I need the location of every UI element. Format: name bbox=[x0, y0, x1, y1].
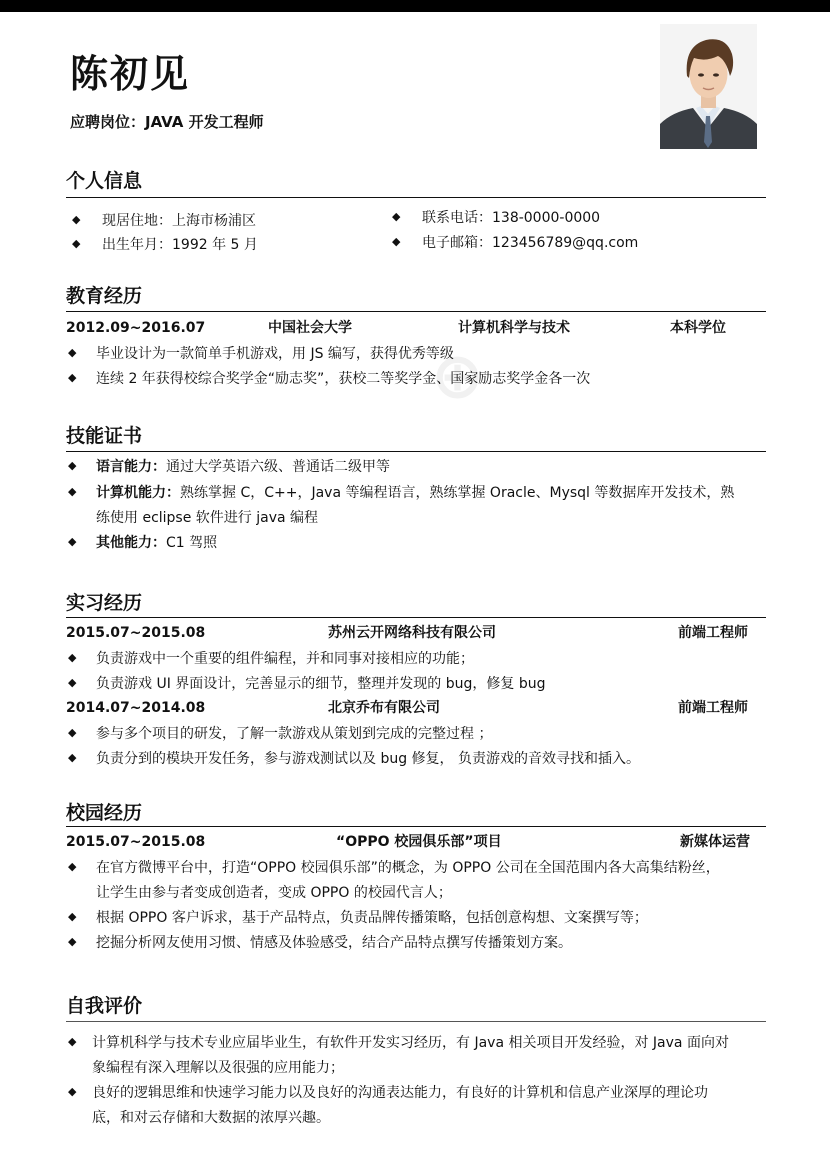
campus-item: 在官方微博平台中，打造“OPPO 校园俱乐部”的概念，为 OPPO 公司在全国范围内各大高集结粉丝， bbox=[96, 860, 720, 876]
job-item: 负责分到的模块开发任务，参与游戏测试以及 bug 修复， 负责游戏的音效寻找和插入。 bbox=[96, 751, 640, 767]
section-divider bbox=[66, 1021, 766, 1022]
bullet-icon: ◆ bbox=[68, 751, 77, 764]
bullet-icon: ◆ bbox=[68, 1035, 77, 1048]
bullet-icon: ◆ bbox=[68, 726, 77, 739]
bullet-icon: ◆ bbox=[392, 235, 401, 248]
bullet-icon: ◆ bbox=[72, 213, 81, 226]
self-eval-item: 良好的逻辑思维和快速学习能力以及良好的沟通表达能力，有良好的计算机和信息产业深厚的理论功 bbox=[92, 1085, 708, 1101]
job-item: 负责游戏 UI 界面设计，完善显示的细节，整理并发现的 bug，修复 bug bbox=[96, 676, 546, 692]
top-bar bbox=[0, 0, 830, 12]
job-role: 前端工程师 bbox=[678, 625, 748, 641]
bullet-icon: ◆ bbox=[392, 210, 401, 223]
skill-language bbox=[96, 457, 390, 477]
section-divider bbox=[66, 617, 766, 618]
job-company: 北京乔布有限公司 bbox=[328, 700, 440, 716]
self-eval-item: 计算机科学与技术专业应届毕业生，有软件开发实习经历，有 Java 相关项目开发经验，对 Java 面向对 bbox=[92, 1035, 729, 1051]
section-divider bbox=[66, 451, 766, 452]
phone: 联系电话：138-0000-0000 bbox=[422, 210, 601, 226]
section-title-self-eval: 自我评价 bbox=[66, 995, 143, 1017]
skill-computer bbox=[96, 483, 734, 503]
bullet-icon: ◆ bbox=[68, 346, 77, 359]
bullet-icon: ◆ bbox=[72, 237, 81, 250]
birth-date: 出生年月：1992 年 5 月 bbox=[102, 237, 258, 253]
section-title-skills: 技能证书 bbox=[66, 425, 143, 447]
applied-position: 应聘岗位：JAVA 开发工程师 bbox=[70, 113, 264, 131]
section-divider bbox=[66, 311, 766, 312]
section-divider bbox=[66, 826, 766, 827]
campus-project: “OPPO 校园俱乐部”项目 bbox=[336, 834, 502, 850]
education-item: 毕业设计为一款简单手机游戏，用 JS 编写，获得优秀等级 bbox=[96, 346, 454, 362]
job-item: 参与多个项目的研发，了解一款游戏从策划到完成的完整过程 ； bbox=[96, 726, 493, 742]
campus-role: 新媒体运营 bbox=[680, 834, 750, 850]
section-title-personal: 个人信息 bbox=[66, 170, 143, 192]
skill-computer-label: 计算机能力： bbox=[96, 485, 180, 501]
bullet-icon: ◆ bbox=[68, 651, 77, 664]
self-eval-item-continued: 象编程有深入理解以及很强的应用能力； bbox=[92, 1060, 344, 1076]
skill-computer-text: 熟练掌握 C，C++，Java 等编程语言，熟练掌握 Oracle、Mysql 等数据库开发技术，熟 bbox=[180, 485, 735, 501]
address: 现居住地：上海市杨浦区 bbox=[102, 213, 256, 229]
section-title-campus: 校园经历 bbox=[66, 802, 143, 824]
campus-item: 挖掘分析网友使用习惯、情感及体验感受，结合产品特点撰写传播策划方案。 bbox=[96, 935, 572, 951]
bullet-icon: ◆ bbox=[68, 1085, 77, 1098]
bullet-icon: ◆ bbox=[68, 459, 77, 472]
section-title-education: 教育经历 bbox=[66, 285, 143, 307]
job-period: 2015.07~2015.08 bbox=[66, 625, 206, 641]
bullet-icon: ◆ bbox=[68, 485, 77, 498]
campus-period: 2015.07~2015.08 bbox=[66, 834, 206, 850]
bullet-icon: ◆ bbox=[68, 910, 77, 923]
bullet-icon: ◆ bbox=[68, 535, 77, 548]
bullet-icon: ◆ bbox=[68, 676, 77, 689]
education-item: 连续 2 年获得校综合奖学金“励志奖”，获校二等奖学金、国家励志奖学金各一次 bbox=[96, 371, 591, 387]
watermark: ⊗ bbox=[411, 331, 502, 423]
profile-photo bbox=[660, 24, 757, 149]
section-divider bbox=[66, 197, 766, 198]
campus-item-continued: 让学生由参与者变成创造者，变成 OPPO 的校园代言人； bbox=[96, 885, 452, 901]
bullet-icon: ◆ bbox=[68, 860, 77, 873]
self-eval-item-continued: 底，和对云存储和大数据的浓厚兴趣。 bbox=[92, 1110, 330, 1126]
skill-other bbox=[96, 533, 217, 553]
education-degree: 本科学位 bbox=[670, 320, 726, 336]
skill-language-text: 通过大学英语六级、普通话二级甲等 bbox=[166, 459, 390, 475]
section-title-internship: 实习经历 bbox=[66, 592, 143, 614]
education-period: 2012.09~2016.07 bbox=[66, 320, 206, 336]
job-role: 前端工程师 bbox=[678, 700, 748, 716]
job-period: 2014.07~2014.08 bbox=[66, 700, 206, 716]
job-company: 苏州云开网络科技有限公司 bbox=[328, 625, 496, 641]
education-major: 计算机科学与技术 bbox=[458, 320, 570, 336]
education-school: 中国社会大学 bbox=[268, 320, 352, 336]
campus-item: 根据 OPPO 客户诉求，基于产品特点，负责品牌传播策略，包括创意构想、文案撰写等； bbox=[96, 910, 648, 926]
skill-other-text: C1 驾照 bbox=[166, 535, 218, 551]
bullet-icon: ◆ bbox=[68, 935, 77, 948]
candidate-name: 陈初见 bbox=[70, 52, 191, 96]
skill-other-label: 其他能力： bbox=[96, 535, 166, 551]
job-item: 负责游戏中一个重要的组件编程，并和同事对接相应的功能； bbox=[96, 651, 474, 667]
skill-language-label: 语言能力： bbox=[96, 459, 166, 475]
skill-computer-continued: 练使用 eclipse 软件进行 java 编程 bbox=[96, 510, 319, 526]
bullet-icon: ◆ bbox=[68, 371, 77, 384]
email: 电子邮箱：123456789@qq.com bbox=[422, 235, 639, 251]
